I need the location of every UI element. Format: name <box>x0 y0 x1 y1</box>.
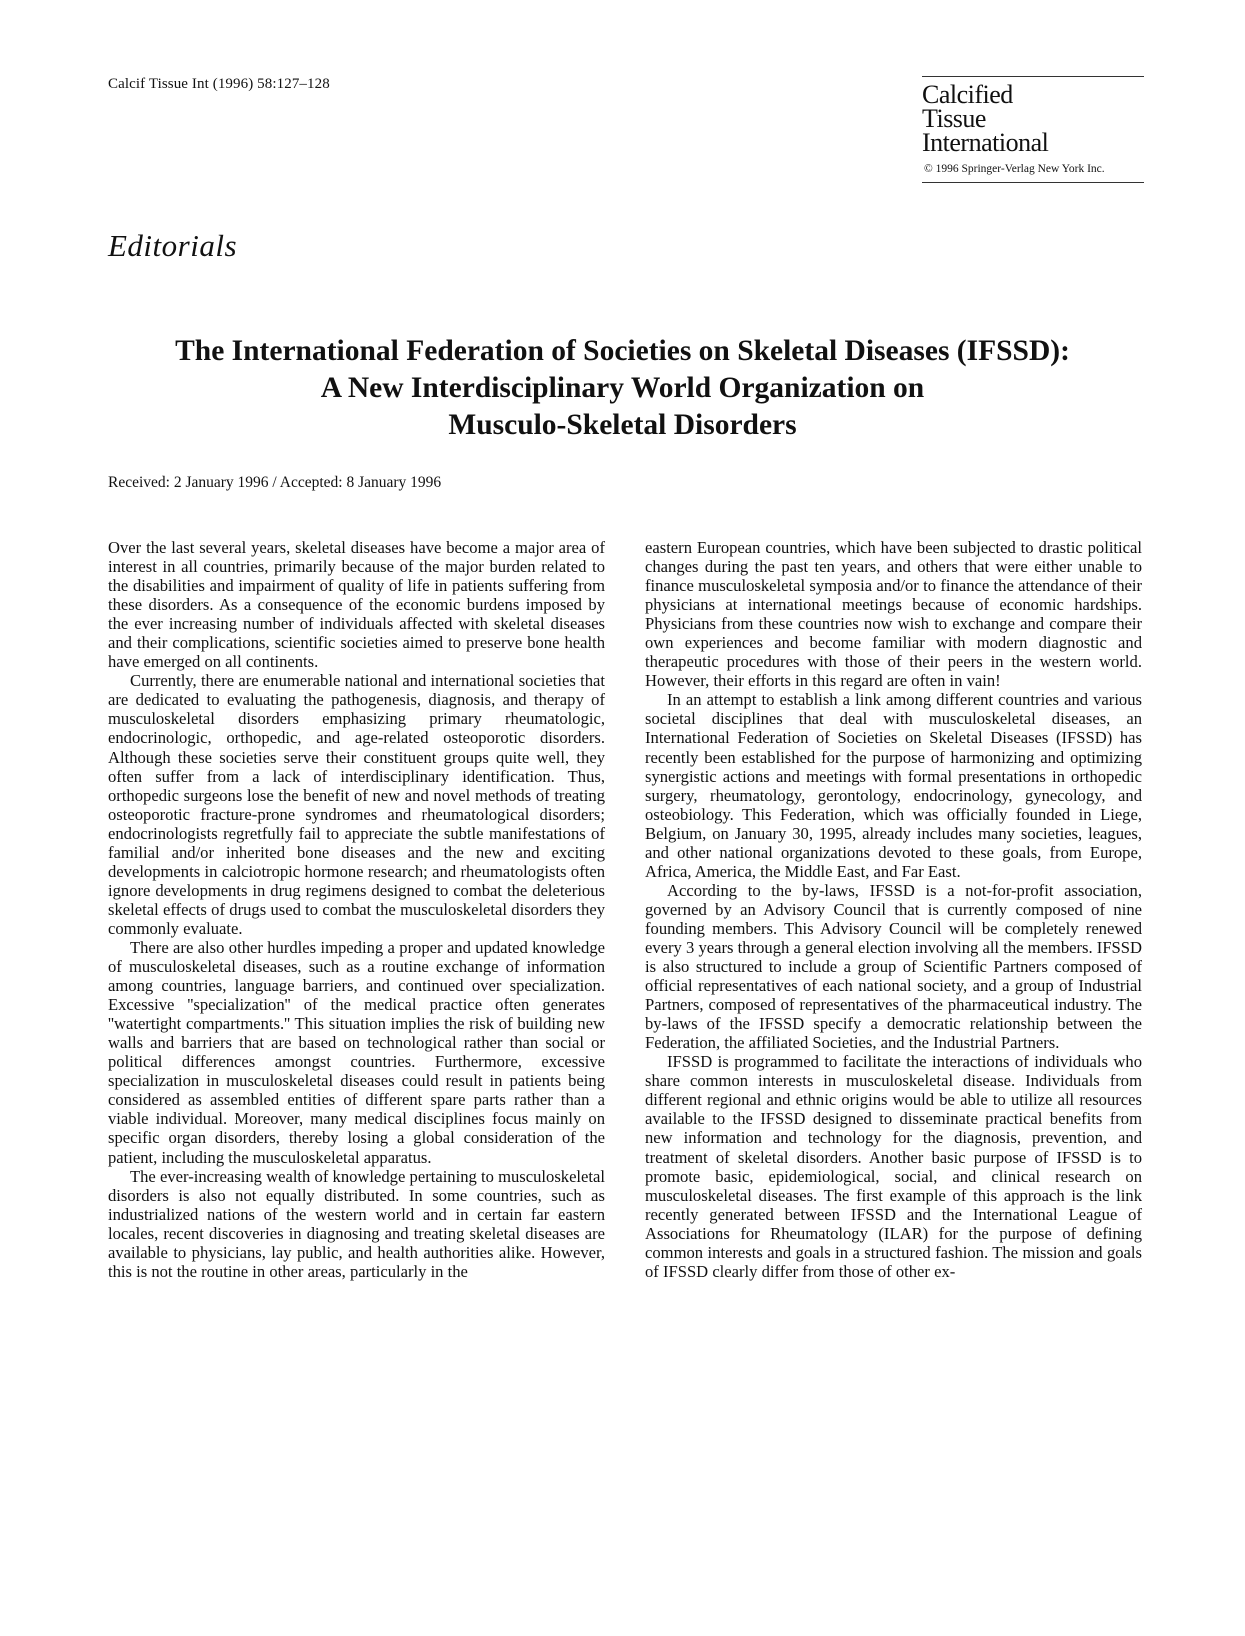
logo-line-international: International <box>922 128 1049 157</box>
body-column-right <box>645 538 1142 1281</box>
paragraph: Currently, there are enumerable national and international societies that are dedicated to evaluating the pathogenesis, diagnosis, and therapy of musculoskeletal disorders emphasizing primary rheumatologic, endocrinologic, orthopedic, and age-related osteoporotic disorders. Although these societies serve their constituent groups quite well, they often suffer from a lack of interdisciplinary identification. Thus, orthopedic surgeons lose the benefit of new and novel methods of treating osteoporotic fracture-prone syndromes and rheumatological disorders; endocrinologists regretfully fail to appreciate the subtle manifestations of familial and/or inherited bone diseases and the new and exciting developments in calciotropic hormone research; and rheumatologists often ignore developments in drug regimens designed to combat the deleterious skeletal effects of drugs used to combat the musculoskeletal disorders they commonly evaluate. <box>108 671 605 938</box>
section-heading: Editorials <box>108 228 238 263</box>
journal-logo <box>922 76 1144 183</box>
received-accepted-dates: Received: 2 January 1996 / Accepted: 8 January 1996 <box>108 474 442 491</box>
paragraph: eastern European countries, which have been subjected to drastic political changes during the past ten years, and others that were either unable to finance musculoskeletal symposia and/or to finance the attendance of their physicians at international meetings because of economic hardships. Physicians from these countries now wish to exchange and compare their own experiences and become familiar with modern diagnostic and therapeutic procedures with those of their peers in the western world. However, their efforts in this regard are often in vain! <box>645 538 1142 691</box>
paragraph: In an attempt to establish a link among different countries and various societal disciplines that deal with musculoskeletal diseases, an International Federation of Societies on Skeletal Diseases (IFSSD) has recently been established for the purpose of harmonizing and optimizing synergistic actions and meetings with formal presentations in orthopedic surgery, rheumatology, gerontology, endocrinology, gynecology, and osteobiology. This Federation, which was officially founded in Liege, Belgium, on January 30, 1995, already includes many societies, leagues, and other national organizations devoted to these goals, from Europe, Africa, America, the Middle East, and Far East. <box>645 690 1142 881</box>
paragraph: There are also other hurdles impeding a proper and updated knowledge of musculoskeletal diseases, such as a routine exchange of information among countries, language barriers, and continued over specialization. Excessive ''specialization'' of the medical practice often generates ''watertight compartments.'' This situation implies the risk of building new walls and barriers that are based on technological rather than social or political differences amongst countries. Furthermore, excessive specialization in musculoskeletal diseases could result in patients being considered as assembled entities of different spare parts rather than a viable individual. Moreover, many medical disciplines focus mainly on specific organ disorders, thereby losing a global consideration of the patient, including the musculoskeletal apparatus. <box>108 937 605 1167</box>
logo-line-calcified: Calcified <box>922 80 1013 109</box>
body-column-left <box>108 538 605 1281</box>
title-line-2: A New Interdisciplinary World Organization on <box>320 372 925 404</box>
paragraph: According to the by-laws, IFSSD is a not-for-profit association, governed by an Advisory Council that is currently composed of nine founding members. This Advisory Council will be completely renewed every 3 years through a general election involving all the members. IFSSD is also structured to include a group of Scientific Partners composed of official representatives of each national society, and a group of Industrial Partners, composed of representatives of the pharmaceutical industry. The by-laws of the IFSSD specify a democratic relationship between the Federation, the affiliated Societies, and the Industrial Partners. <box>645 880 1142 1053</box>
title-line-3: Musculo-Skeletal Disorders <box>448 409 797 441</box>
paragraph: IFSSD is programmed to facilitate the interactions of individuals who share common interests in musculoskeletal disease. Individuals from different regional and ethnic origins would be able to utilize all resources available to the IFSSD designed to disseminate practical benefits from new information and technology for the diagnosis, prevention, and treatment of skeletal disorders. Another basic purpose of IFSSD is to promote basic, epidemiological, social, and clinical research on musculoskeletal diseases. The first example of this approach is the link recently generated between IFSSD and the International League of Associations for Rheumatology (ILAR) for the purpose of defining common interests and goals in a structured fashion. The mission and goals of IFSSD clearly differ from those of other ex- <box>645 1052 1142 1281</box>
copyright-notice: © 1996 Springer-Verlag New York Inc. <box>924 163 1105 175</box>
paragraph: The ever-increasing wealth of knowledge pertaining to musculoskeletal disorders is also not equally distributed. In some countries, such as industrialized nations of the western world and in certain far eastern locales, recent discoveries in diagnosing and treating skeletal diseases are available to physicians, lay public, and health authorities alike. However, this is not the routine in other areas, particularly in the <box>108 1166 605 1281</box>
title-line-1: The International Federation of Societies on Skeletal Diseases (IFSSD): <box>175 335 1070 367</box>
paragraph: Over the last several years, skeletal diseases have become a major area of interest in all countries, primarily because of the major burden related to the disabilities and impairment of quality of life in patients suffering from these disorders. As a consequence of the economic burdens imposed by the ever increasing number of individuals affected with skeletal diseases and their complications, scientific societies aimed to preserve bone health have emerged on all continents. <box>108 538 605 672</box>
logo-line-tissue: Tissue <box>922 104 986 133</box>
journal-citation: Calcif Tissue Int (1996) 58:127–128 <box>108 76 330 92</box>
article-title <box>100 333 1145 444</box>
